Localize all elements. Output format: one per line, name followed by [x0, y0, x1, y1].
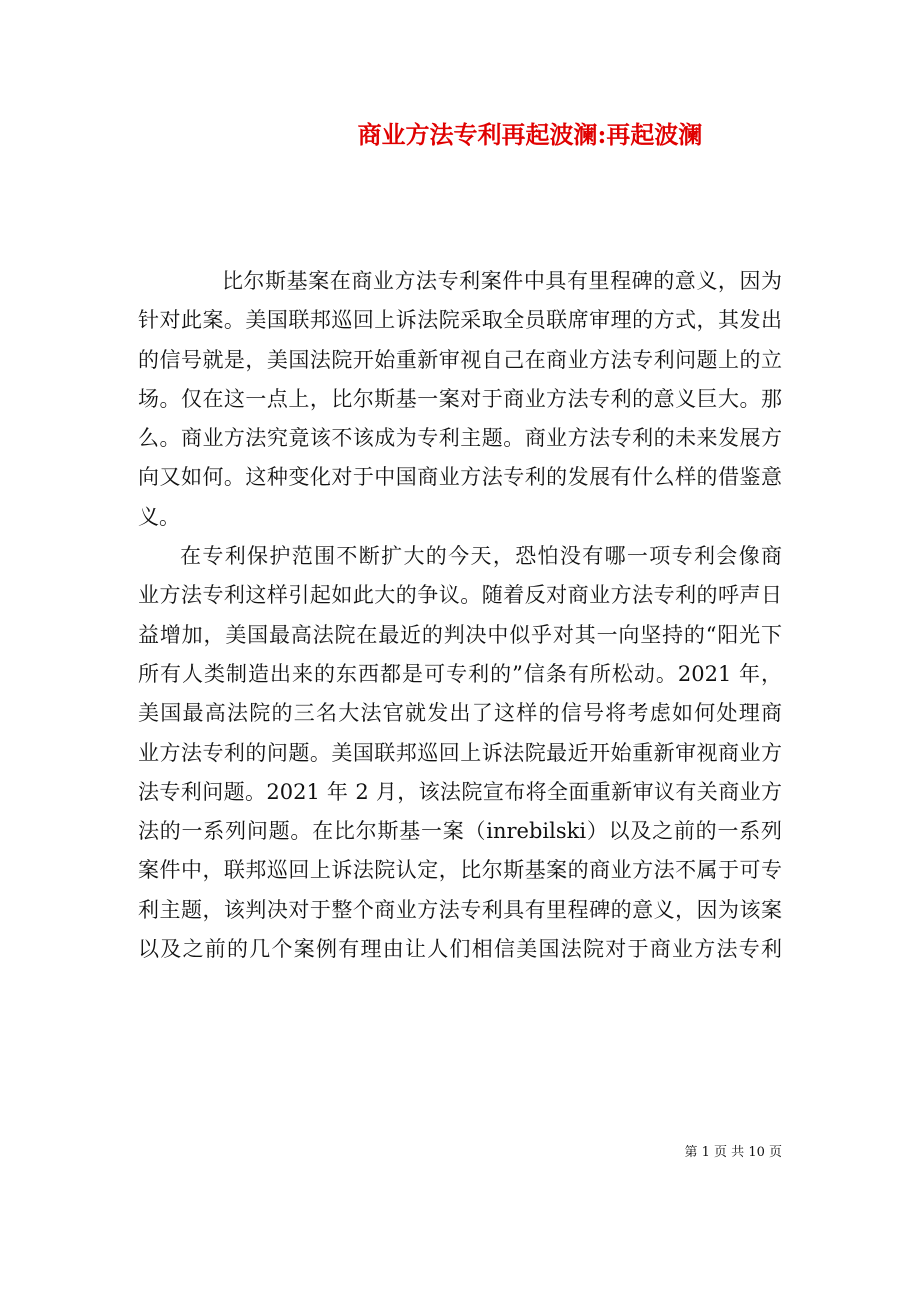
paragraph-line: 业方法专利这样引起如此大的争议。随着反对商业方法专利的呼声日 [138, 583, 782, 608]
paragraph-line: 场。仅在这一点上，比尔斯基一案对于商业方法专利的意义巨大。那 [138, 386, 782, 411]
paragraph-line: 所有人类制造出来的东西都是可专利的”信条有所松动。2021 年， [138, 661, 782, 686]
paragraph-1 [138, 262, 782, 537]
paragraph-line: 益增加，美国最高法院在最近的判决中似乎对其一向坚持的“阳光下 [138, 622, 782, 647]
document-body [138, 262, 782, 969]
paragraph-line: 案件中，联邦巡回上诉法院认定，比尔斯基案的商业方法不属于可专 [138, 858, 782, 883]
paragraph-2 [138, 537, 782, 969]
paragraph-line: 业方法专利的问题。美国联邦巡回上诉法院最近开始重新审视商业方 [138, 740, 782, 765]
paragraph-line: 向又如何。这种变化对于中国商业方法专利的发展有什么样的借鉴意 [138, 465, 782, 490]
paragraph-line: 比尔斯基案在商业方法专利案件中具有里程碑的意义，因为 [222, 269, 782, 293]
paragraph-line: 美国最高法院的三名大法官就发出了这样的信号将考虑如何处理商 [138, 701, 782, 726]
paragraph-line: 法专利问题。2021 年 2 月，该法院宣布将全面重新审议有关商业方 [138, 779, 782, 804]
paragraph-line: 在专利保护范围不断扩大的今天，恐怕没有哪一项专利会像商 [180, 544, 782, 569]
paragraph-line: 义。 [138, 504, 180, 529]
paragraph-line: 以及之前的几个案例有理由让人们相信美国法院对于商业方法专利 [138, 937, 782, 962]
paragraph-line: 针对此案。美国联邦巡回上诉法院采取全员联席审理的方式，其发出 [138, 308, 782, 333]
paragraph-line: 利主题，该判决对于整个商业方法专利具有里程碑的意义，因为该案 [138, 897, 782, 922]
paragraph-line: 的信号就是，美国法院开始重新审视自己在商业方法专利问题上的立 [138, 347, 782, 372]
page-number: 第 1 页 共 10 页 [684, 1145, 782, 1160]
paragraph-line: 法的一系列问题。在比尔斯基一案（inrebilski）以及之前的一系列 [138, 819, 782, 844]
document-title: 商业方法专利再起波澜:再起波澜 [357, 120, 703, 149]
paragraph-line: 么。商业方法究竟该不该成为专利主题。商业方法专利的未来发展方 [138, 426, 782, 451]
